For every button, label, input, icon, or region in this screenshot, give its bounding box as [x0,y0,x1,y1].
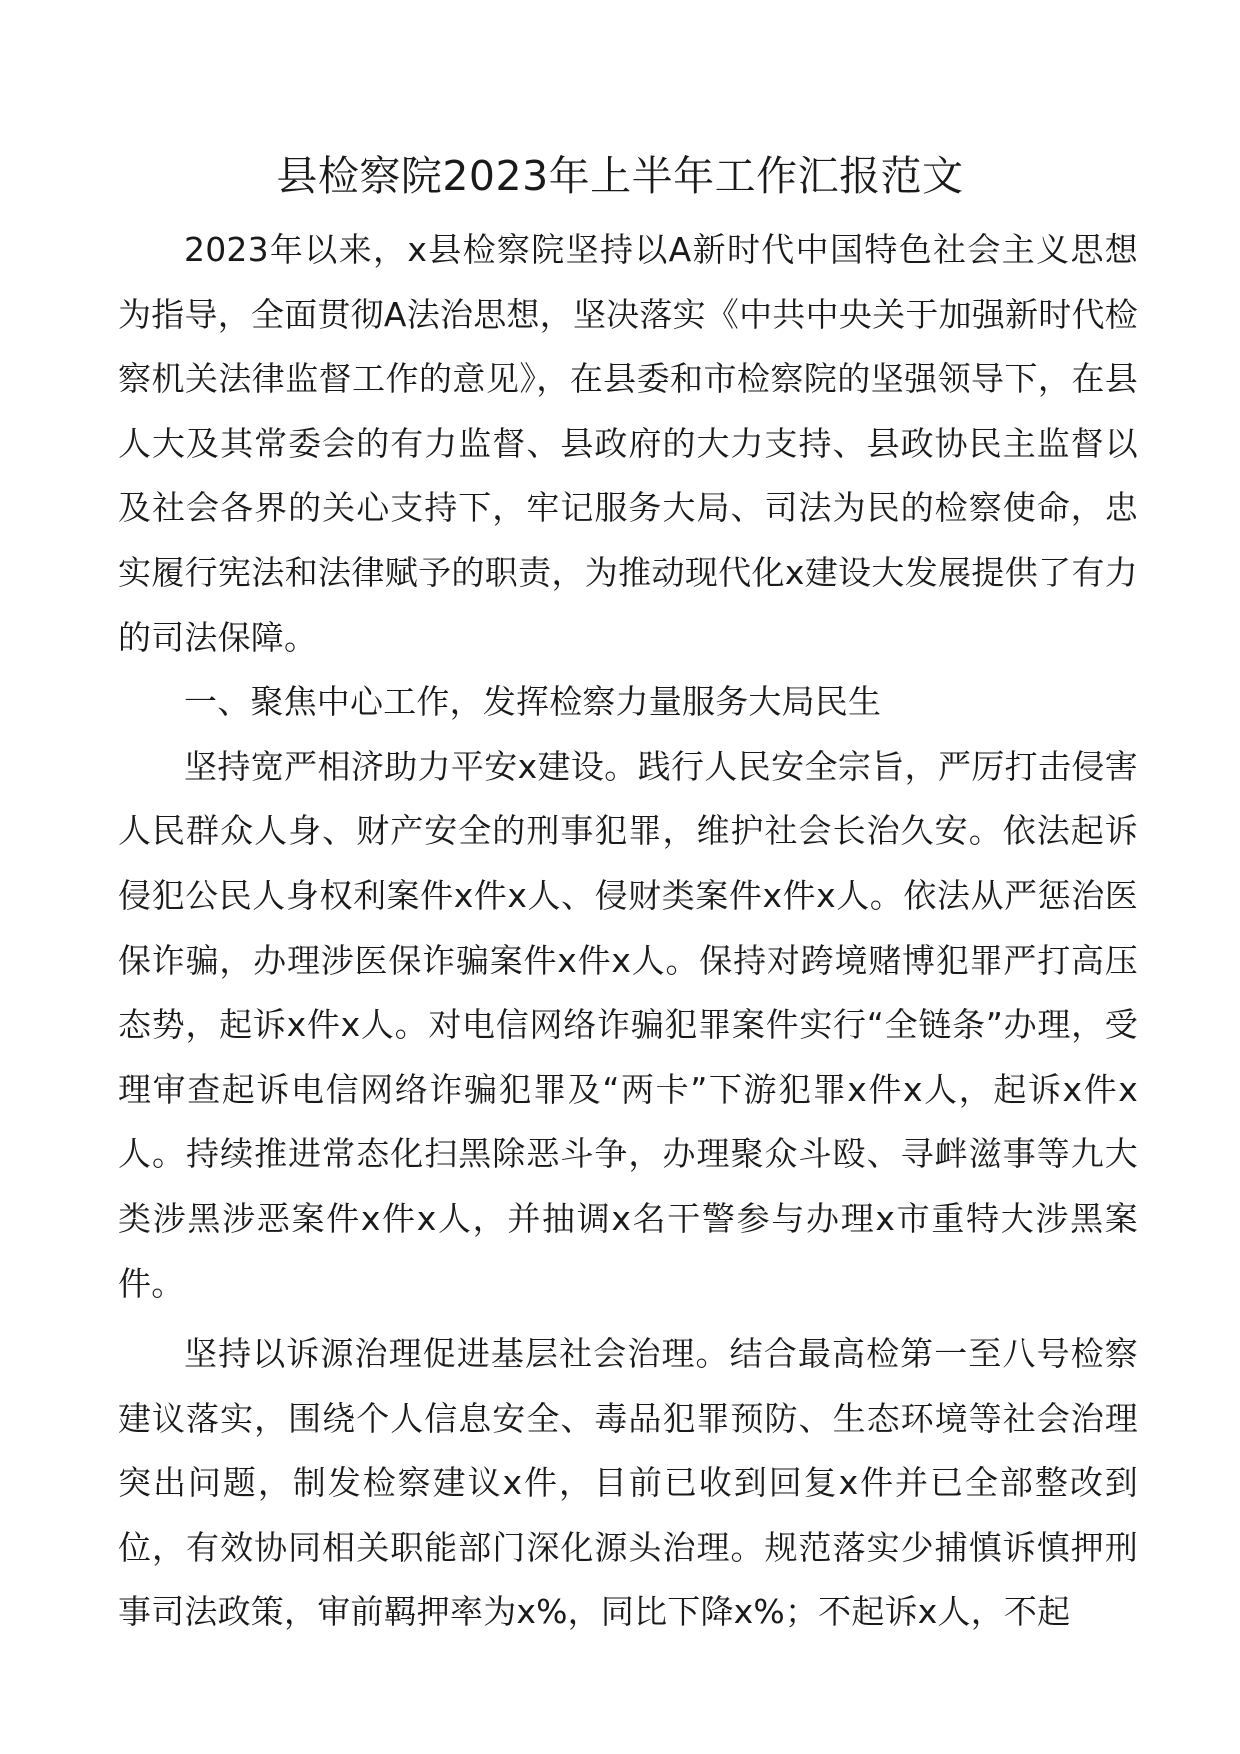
paragraph-safety: 坚持宽严相济助力平安x建设。践行人民安全宗旨，严厉打击侵害人民群众人身、财产安全的刑事犯罪，维护社会长治久安。依法起诉侵犯公民人身权利案件x件x人、侵财类案件x件x人。依法从严惩治医保诈骗，办理涉医保诈骗案件x件x人。保持对跨境赌博犯罪严打高压态势，起诉x件x人。对电信网络诈骗犯罪案件实行“全链条”办理，受理审查起诉电信网络诈骗犯罪及“两卡”下游犯罪x件x人，起诉x件x人。持续推进常态化扫黑除恶斗争，办理聚众斗殴、寻衅滋事等九大类涉黑涉恶案件x件x人，并抽调x名干警参与办理x市重特大涉黑案件。 [118,746,1138,1303]
document-title: 县检察院2023年上半年工作汇报范文 [276,152,964,200]
paragraph-governance: 坚持以诉源治理促进基层社会治理。结合最高检第一至八号检察建议落实，围绕个人信息安全、毒品犯罪预防、生态环境等社会治理突出问题，制发检察建议x件，目前已收到回复x件并已全部整改到位，有效协同相关职能部门深化源头治理。规范落实少捕慎诉慎押刑事司法政策，审前羁押率为x%，同比下降x%；不起诉x人，不起 [118,1334,1138,1632]
paragraph-intro: 2023年以来，x县检察院坚持以A新时代中国特色社会主义思想为指导，全面贯彻A法治思想，坚决落实《中共中央关于加强新时代检察机关法律监督工作的意见》，在县委和市检察院的坚强领导下，在县人大及其常委会的有力监督、县政府的大力支持、县政协民主监督以及社会各界的关心支持下，牢记服务大局、司法为民的检察使命，忠实履行宪法和法律赋予的职责，为推动现代化x建设大发展提供了有力的司法保障。 [118,230,1138,657]
document-body [118,218,1138,1645]
section-heading-1: 一、聚焦中心工作，发挥检察力量服务大局民生 [184,682,882,722]
